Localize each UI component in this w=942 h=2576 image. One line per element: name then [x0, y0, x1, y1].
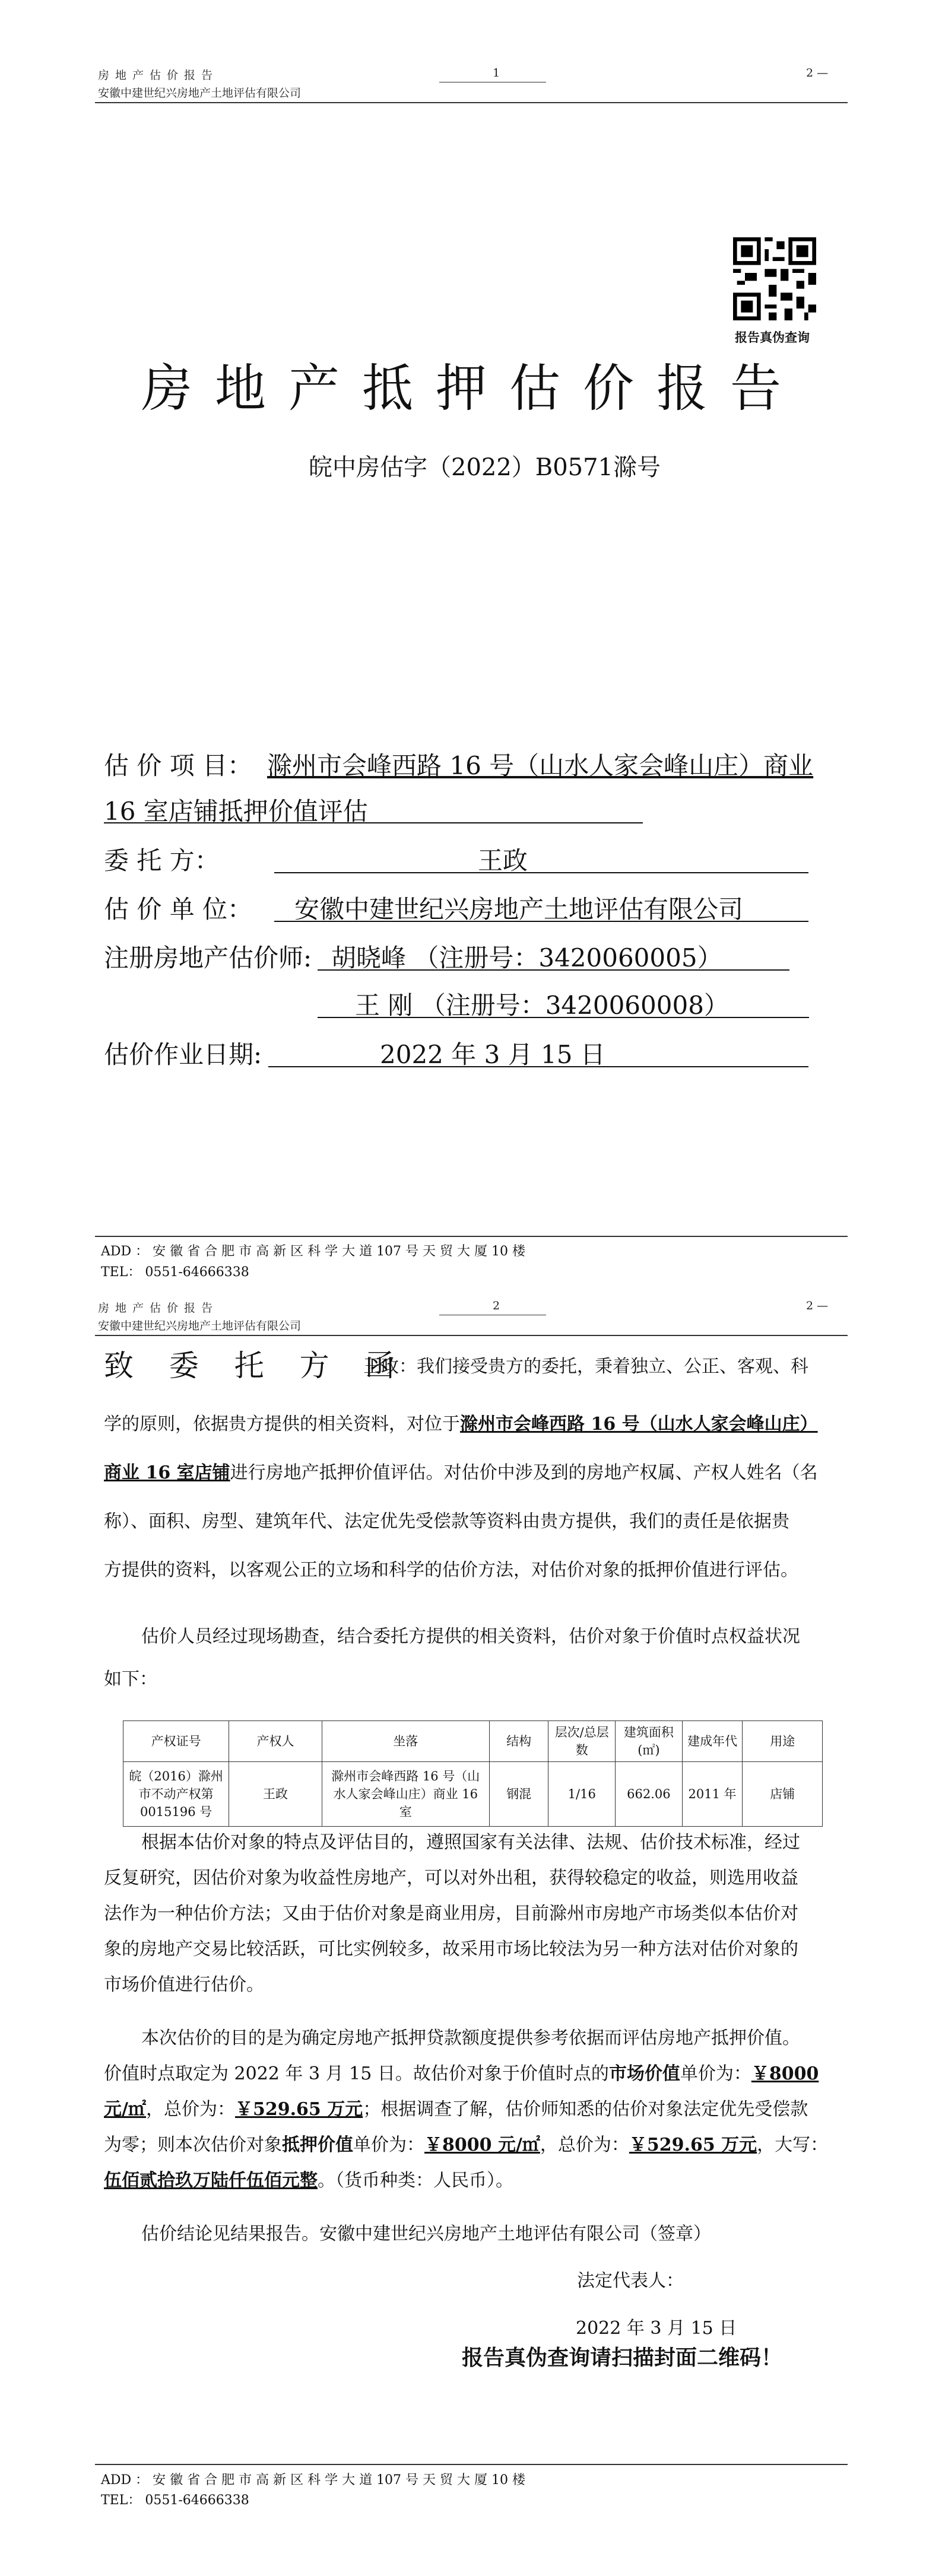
- project-label: 估 价 项 目：: [104, 751, 253, 780]
- page2-header-company: 安徽中建世纪兴房地产土地评估有限公司: [98, 1319, 302, 1332]
- page2-footer-tel: TEL： 0551-64666338: [101, 2493, 249, 2508]
- appraiser-1-underline: [318, 969, 789, 971]
- page1-footer-tel: TEL： 0551-64666338: [101, 1265, 249, 1280]
- report-main-title: 房地产抵押估价报告: [141, 359, 804, 418]
- para1-line5: 方提供的资料，以客观公正的立场和科学的估价方法，对估价对象的抵押价值进行评估。: [104, 1560, 798, 1580]
- date-value: 2022 年 3 月 15 日: [380, 1040, 605, 1069]
- qr-label: 报告真伪查询: [735, 330, 810, 345]
- page1-header-title: 房地产估价报告: [98, 69, 219, 82]
- table-header: 用途: [743, 1721, 823, 1762]
- para3-line5: 市场价值进行估价。: [104, 1974, 264, 1995]
- para5: 估价结论见结果报告。安徽中建世纪兴房地产土地评估有限公司（签章）: [141, 2224, 711, 2244]
- table-header: 建成年代: [682, 1721, 743, 1762]
- para4-line1: 本次估价的目的是为确定房地产抵押贷款额度提供参考依据而评估房地产抵押价值。: [141, 2028, 800, 2049]
- page2-page-total: 2 —: [806, 1299, 829, 1312]
- project-value-line2: 16 室店铺抵押价值评估: [104, 797, 368, 826]
- unit-label: 估 价 单 位：: [104, 895, 253, 924]
- appraiser-2-underline: [318, 1017, 809, 1018]
- project-value-line1: 滁州市会峰西路 16 号（山水人家会峰山庄）商业: [267, 751, 814, 780]
- page1-page-number: 1: [493, 66, 500, 79]
- page2-header-title: 房地产估价报告: [98, 1302, 219, 1315]
- page2-page-number: 2: [493, 1299, 500, 1312]
- para1-line4: 称）、面积、房型、建筑年代、法定优先受偿款等资料由贵方提供，我们的责任是依据贵: [104, 1511, 789, 1532]
- verify-note: 报告真伪查询请扫描封面二维码！: [462, 2345, 783, 2370]
- para4-line5: 伍佰贰拾玖万陆仟伍佰元整。（货币种类：人民币）。: [104, 2170, 513, 2191]
- para1-line2: 学的原则，依据贵方提供的相关资料，对位于滁州市会峰西路 16 号（山水人家会峰山庄）: [104, 1414, 818, 1435]
- table-header-row: [123, 1721, 823, 1762]
- appraiser-1: 胡晓峰 （注册号：3420060005）: [331, 943, 722, 972]
- appraiser-label: 注册房地产估价师:: [104, 943, 312, 972]
- para3-line2: 反复研究，因估价对象为收益性房地产，可以对外出租，获得较稳定的收益，则选用收益: [104, 1868, 798, 1888]
- page1-header-company: 安徽中建世纪兴房地产土地评估有限公司: [98, 87, 302, 100]
- para2-line1: 估价人员经过现场勘查，结合委托方提供的相关资料，估价对象于价值时点权益状况: [141, 1626, 800, 1647]
- page2-footer-address: ADD ： 安 徽 省 合 肥 市 高 新 区 科 学 大 道 107 号 天 贸 大 厦 10 楼: [101, 2473, 526, 2488]
- letter-title: 致 委 托 方 函: [104, 1349, 408, 1383]
- para4-line4: 为零；则本次估价对象抵押价值单价为：￥8000 元/㎡，总价为：￥529.65 万元，大写：: [104, 2135, 829, 2155]
- para4-line3: 元/㎡，总价为：￥529.65 万元；根据调查了解，估价师知悉的估价对象法定优先受偿款: [104, 2099, 808, 2120]
- table-cell: 钢混: [489, 1762, 548, 1827]
- table-row: [123, 1762, 823, 1827]
- sign-date: 2022 年 3 月 15 日: [576, 2318, 737, 2339]
- page1-header-rule: [95, 102, 848, 103]
- page2-header-rule: [95, 1335, 848, 1336]
- client-underline: [274, 872, 808, 873]
- table-header: 层次/总层数: [548, 1721, 616, 1762]
- project-underline: [104, 822, 643, 823]
- legal-representative: 法定代表人：: [577, 2270, 684, 2291]
- table-cell: 1/16: [548, 1762, 616, 1827]
- page1-footer-address: ADD ： 安 徽 省 合 肥 市 高 新 区 科 学 大 道 107 号 天 贸 大 厦 10 楼: [101, 1244, 526, 1259]
- table-cell: 滁州市会峰西路 16 号（山水人家会峰山庄）商业 16 室: [322, 1762, 489, 1827]
- table-cell: 店铺: [743, 1762, 823, 1827]
- table-header: 结构: [489, 1721, 548, 1762]
- table-header: 坐落: [322, 1721, 489, 1762]
- unit-value: 安徽中建世纪兴房地产土地评估有限公司: [294, 895, 744, 924]
- page2-footer-rule: [95, 2464, 848, 2465]
- table-cell: 2011 年: [682, 1762, 743, 1827]
- para1-line3: 商业 16 室店铺进行房地产抵押价值评估。对估价中涉及到的房地产权属、产权人姓名（名: [104, 1462, 818, 1483]
- unit-underline: [274, 921, 808, 922]
- table-cell: 皖（2016）滁州市不动产权第 0015196 号: [123, 1762, 229, 1827]
- table-header: 建筑面积(㎡): [616, 1721, 683, 1762]
- para1-line1: 王政：我们接受贵方的委托，秉着独立、公正、客观、科: [363, 1356, 808, 1377]
- table-header: 产权人: [229, 1721, 322, 1762]
- table-cell: 王政: [229, 1762, 322, 1827]
- para3-line3: 法作为一种估价方法；又由于估价对象是商业用房，目前滁州市房地产市场类似本估价对: [104, 1903, 798, 1924]
- para2-line2: 如下：: [104, 1669, 157, 1690]
- para3-line1: 根据本估价对象的特点及评估目的，遵照国家有关法律、法规、估价技术标准，经过: [141, 1832, 800, 1853]
- client-value: 王政: [478, 846, 528, 875]
- para3-line4: 象的房地产交易比较活跃，可比实例较多，故采用市场比较法为另一种方法对估价对象的: [104, 1939, 798, 1960]
- client-label: 委 托 方：: [104, 846, 220, 875]
- page1-page-total: 2 —: [806, 66, 829, 79]
- table-header: 产权证号: [123, 1721, 229, 1762]
- appraiser-2: 王 刚 （注册号：3420060008）: [355, 991, 729, 1020]
- table-cell: 662.06: [616, 1762, 683, 1827]
- page1-footer-rule: [95, 1236, 848, 1237]
- date-label: 估价作业日期:: [104, 1040, 262, 1069]
- qr-code-icon[interactable]: [733, 237, 816, 320]
- document-number: 皖中房估字（2022）B0571滁号: [309, 454, 661, 481]
- date-underline: [268, 1066, 808, 1067]
- para4-line2: 价值时点取定为 2022 年 3 月 15 日。故估价对象于价值时点的市场价值单价为：￥8000: [104, 2063, 819, 2084]
- property-table: [123, 1720, 823, 1827]
